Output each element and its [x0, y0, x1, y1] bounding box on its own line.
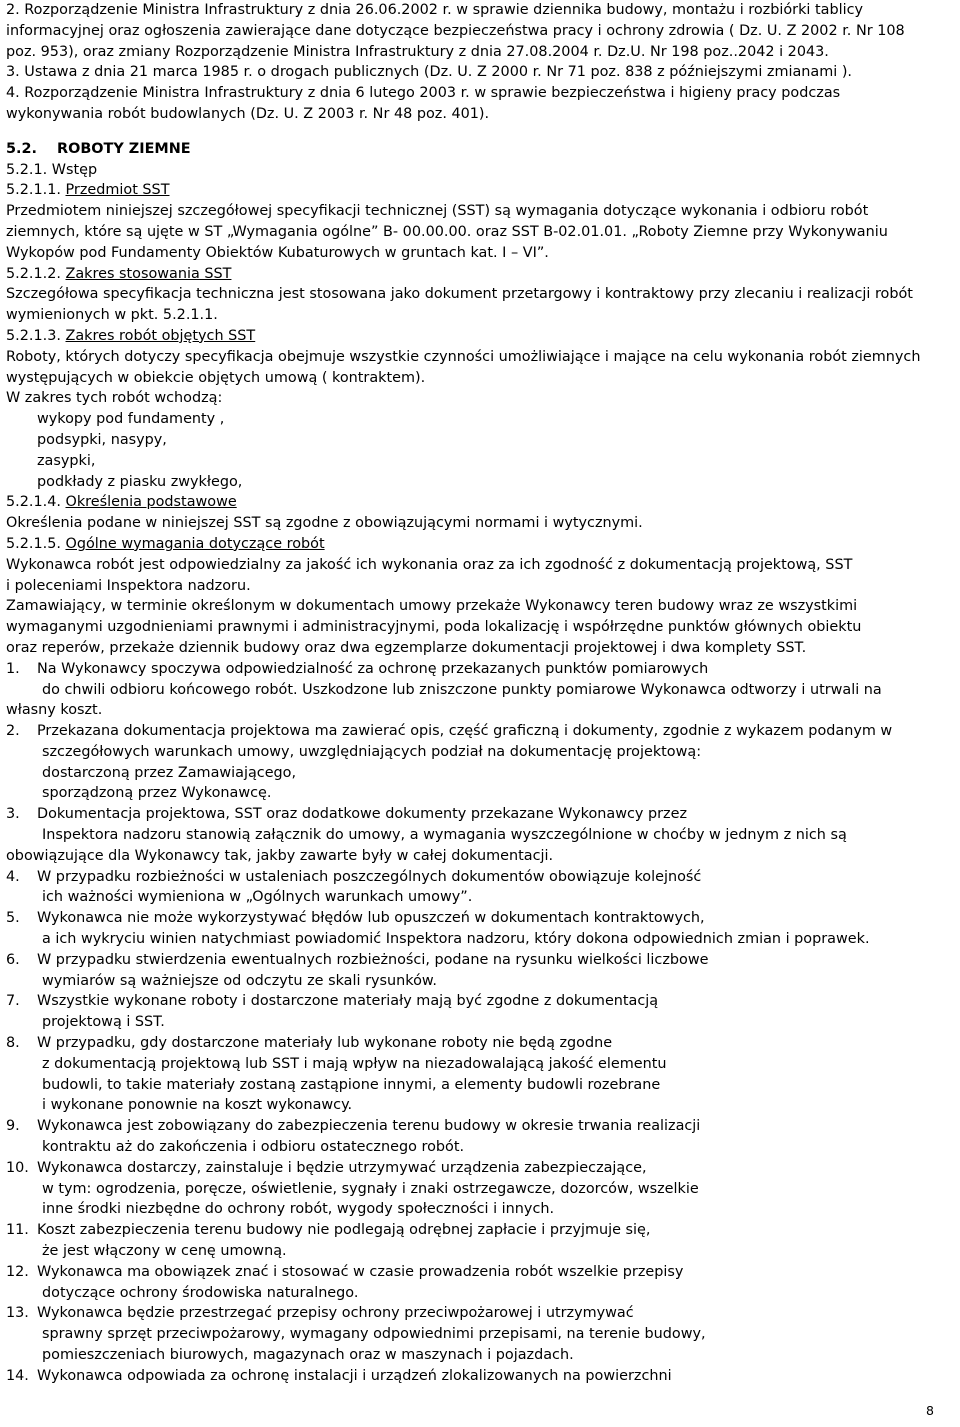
numbered-item-line	[6, 991, 954, 1012]
heading-title: Określenia podstawowe	[65, 494, 237, 511]
paragraph-line: Przedmiotem niniejszej szczegółowej specyfikacji technicznej (SST) są wymagania dotyczące wykonania i odbioru robót	[6, 203, 869, 220]
numbered-item	[6, 991, 954, 1033]
works-list	[6, 409, 954, 492]
numbered-item	[6, 659, 954, 721]
heading-number: 5.2.1.4.	[6, 494, 61, 511]
document-body	[6, 0, 954, 1387]
item-number: 8.	[6, 1035, 20, 1052]
numbered-item-line	[6, 1033, 954, 1054]
numbered-item-line	[6, 804, 954, 825]
numbered-list	[6, 659, 954, 1387]
item-text: W przypadku, gdy dostarczone materiały lub wykonane roboty nie będą zgodne	[37, 1035, 613, 1052]
numbered-item-line: wymiarów są ważniejsze od odczytu ze skali rysunków.	[42, 972, 437, 989]
item-number: 5.	[6, 910, 20, 927]
paragraph-line: Wykonawca robót jest odpowiedzialny za jakość ich wykonania oraz za ich zgodność z dokumentacją projektową, SST	[6, 556, 853, 573]
item-text: Wykonawca nie może wykorzystywać błędów lub opuszczeń w dokumentach kontraktowych,	[37, 910, 705, 927]
section-heading	[6, 139, 954, 160]
numbered-item-line	[6, 1262, 954, 1283]
numbered-item-line: budowli, to takie materiały zostaną zastąpione innymi, a elementy budowli rozebrane	[42, 1076, 661, 1093]
section-number: 5.2.	[6, 140, 37, 157]
numbered-item-line: szczegółowych warunkach umowy, uwzględniających podział na dokumentację projektową:	[42, 743, 702, 760]
general-heading	[6, 534, 954, 555]
heading-title: Zakres stosowania SST	[65, 265, 232, 282]
item-number: 2.	[6, 723, 20, 740]
paragraph-line: Szczegółowa specyfikacja techniczna jest stosowana jako dokument przetargowy i kontraktowy przy zlecaniu i realizacji robót	[6, 286, 913, 303]
item-text: Dokumentacja projektowa, SST oraz dodatkowe dokumenty przekazane Wykonawcy przez	[37, 806, 688, 823]
item-text: W przypadku rozbieżności w ustaleniach poszczególnych dokumentów obowiązuje kolejność	[37, 868, 702, 885]
paragraph-line: ziemnych, które są ujęte w ST „Wymagania ogólne” B- 00.00.00. oraz SST B-02.01.01. „Roboty Ziemne przy Wykonywaniu	[6, 223, 888, 240]
item-text: Wykonawca ma obowiązek znać i stosować w czasie prowadzenia robót wszelkie przepisy	[37, 1263, 684, 1280]
numbered-item	[6, 1033, 954, 1116]
heading-number: 5.2.1.5.	[6, 535, 61, 552]
reference-line: poz. 953), oraz zmiany Rozporządzenie Ministra Infrastruktury z dnia 27.08.2004 r. Dz.U. Nr 198 poz..2042 i 2043.	[6, 43, 829, 60]
numbered-item-line: dotyczące ochrony środowiska naturalnego.	[42, 1284, 359, 1301]
page-number: 8	[926, 1403, 934, 1418]
list-item: wykopy pod fundamenty ,	[37, 411, 225, 428]
item-number: 12.	[6, 1263, 29, 1280]
item-number: 1.	[6, 660, 20, 677]
numbered-item	[6, 721, 954, 804]
numbered-item	[6, 804, 954, 866]
numbered-item-line: a ich wykryciu winien natychmiast powiadomić Inspektora nadzoru, który dokona odpowiednich zmian i poprawek.	[42, 931, 870, 948]
numbered-item	[6, 1116, 954, 1158]
list-item: podkłady z piasku zwykłego,	[37, 473, 243, 490]
item-text: W przypadku stwierdzenia ewentualnych rozbieżności, podane na rysunku wielkości liczbowe	[37, 951, 709, 968]
section-title: ROBOTY ZIEMNE	[57, 140, 191, 157]
works-heading	[6, 326, 954, 347]
numbered-item-line	[6, 867, 954, 888]
heading-title: Ogólne wymagania dotyczące robót	[65, 535, 325, 552]
numbered-item	[6, 908, 954, 950]
definitions-heading	[6, 492, 954, 513]
paragraph-line: oraz reperów, przekaże dziennik budowy oraz dwa egzemplarze dokumentacji projektowej i dwa komplety SST.	[6, 639, 807, 656]
numbered-item	[6, 1303, 954, 1365]
numbered-item-line	[6, 950, 954, 971]
numbered-item-line: pomieszczeniach biurowych, magazynach oraz w maszynach i pojazdach.	[42, 1347, 574, 1363]
numbered-item	[6, 1158, 954, 1220]
heading-number: 5.2.1.2.	[6, 265, 61, 282]
heading-number: 5.2.1.1.	[6, 182, 61, 199]
item-text: Wykonawca dostarczy, zainstaluje i będzie utrzymywać urządzenia zabezpieczające,	[37, 1159, 647, 1176]
item-number: 13.	[6, 1305, 29, 1322]
paragraph-line: i poleceniami Inspektora nadzoru.	[6, 577, 251, 594]
paragraph-line: Roboty, których dotyczy specyfikacja obejmuje wszystkie czynności umożliwiające i mające na celu wykonania robót ziemnych	[6, 348, 921, 365]
item-number: 7.	[6, 993, 20, 1010]
numbered-item-line: że jest włączony w cenę umowną.	[42, 1243, 287, 1260]
numbered-item-line: Inspektora nadzoru stanowią załącznik do umowy, a wymagania wyszczególnione w choćby w jednym z nich są	[42, 827, 847, 844]
reference-line: wykonywania robót budowlanych (Dz. U. Z 2003 r. Nr 48 poz. 401).	[6, 105, 490, 122]
numbered-item-line: dostarczoną przez Zamawiającego,	[42, 764, 297, 781]
reference-line: 3. Ustawa z dnia 21 marca 1985 r. o drogach publicznych (Dz. U. Z 2000 r. Nr 71 poz. 838 z późniejszymi zmianami ).	[6, 64, 853, 81]
item-text: Na Wykonawcy spoczywa odpowiedzialność za ochronę przekazanych punktów pomiarowych	[37, 660, 709, 677]
numbered-item-line: obowiązujące dla Wykonawcy tak, jakby zawarte były w całej dokumentacji.	[6, 847, 554, 864]
numbered-item-line: sprawny sprzęt przeciwpożarowy, wymagany odpowiednimi przepisami, na terenie budowy,	[42, 1326, 706, 1343]
numbered-item-line: ich ważności wymieniona w „Ogólnych warunkach umowy”.	[42, 889, 473, 906]
reference-line: informacyjnej oraz ogłoszenia zawierające dane dotyczące bezpieczeństwa pracy i ochrony zdrowia ( Dz. U. Z 2002 r. Nr 108	[6, 22, 905, 39]
item-number: 14.	[6, 1367, 29, 1384]
paragraph-line: Określenia podane w niniejszej SST są zgodne z obowiązującymi normami i wytycznymi.	[6, 515, 643, 532]
numbered-item-line: projektową i SST.	[42, 1014, 165, 1031]
numbered-item-line	[6, 1303, 954, 1324]
numbered-item-line: do chwili odbioru końcowego robót. Uszkodzone lub zniszczone punkty pomiarowe Wykonawca odtworzy i utrwali na	[42, 681, 882, 698]
numbered-item-line: sporządzoną przez Wykonawcę.	[42, 785, 272, 802]
paragraph-line: Zamawiający, w terminie określonym w dokumentach umowy przekaże Wykonawcy teren budowy wraz ze wszystkimi	[6, 598, 858, 615]
numbered-item-line: w tym: ogrodzenia, poręcze, oświetlenie, sygnały i znaki ostrzegawcze, dozorców, wszelkie	[42, 1180, 699, 1197]
paragraph-line: Wykopów pod Fundamenty Obiektów Kubaturowych w gruntach kat. I – VI”.	[6, 244, 549, 261]
references-block	[6, 0, 954, 125]
numbered-item-line: z dokumentacją projektową lub SST i mają wpływ na niezadowalającą jakość elementu	[42, 1055, 667, 1072]
heading-number: 5.2.1.3.	[6, 327, 61, 344]
numbered-item-line: i wykonane ponownie na koszt wykonawcy.	[42, 1097, 353, 1114]
item-text: Wszystkie wykonane roboty i dostarczone materiały mają być zgodne z dokumentacją	[37, 993, 659, 1010]
numbered-item-line	[6, 1116, 954, 1137]
numbered-item-line	[6, 1158, 954, 1179]
numbered-item-line	[6, 1220, 954, 1241]
numbered-item-line: inne środki niezbędne do ochrony robót, wygody społeczności i innych.	[42, 1201, 555, 1218]
item-number: 11.	[6, 1222, 29, 1239]
subsection-heading: 5.2.1. Wstęp	[6, 161, 98, 178]
heading-title: Przedmiot SST	[65, 182, 170, 199]
numbered-item	[6, 950, 954, 992]
paragraph-line: W zakres tych robót wchodzą:	[6, 390, 223, 407]
item-number: 6.	[6, 951, 20, 968]
item-text: Wykonawca będzie przestrzegać przepisy ochrony przeciwpożarowej i utrzymywać	[37, 1305, 634, 1322]
numbered-item-line	[6, 659, 954, 680]
item-number: 9.	[6, 1118, 20, 1135]
reference-line: 4. Rozporządzenie Ministra Infrastruktury z dnia 6 lutego 2003 r. w sprawie bezpieczeństwa i higieny pracy podczas	[6, 85, 841, 102]
numbered-item-line	[6, 1366, 954, 1387]
item-number: 3.	[6, 806, 20, 823]
item-text: Koszt zabezpieczenia terenu budowy nie podlegają odrębnej zapłacie i przyjmuje się,	[37, 1222, 651, 1239]
reference-line: 2. Rozporządzenie Ministra Infrastruktury z dnia 26.06.2002 r. w sprawie dziennika budowy, montażu i rozbiórki tablicy	[6, 2, 863, 18]
list-item: zasypki,	[37, 452, 96, 469]
numbered-item	[6, 1220, 954, 1262]
numbered-item-line	[6, 908, 954, 929]
scope-heading	[6, 180, 954, 201]
item-text: Wykonawca odpowiada za ochronę instalacji i urządzeń zlokalizowanych na powierzchni	[37, 1367, 672, 1384]
item-number: 10.	[6, 1159, 29, 1176]
numbered-item	[6, 1366, 954, 1387]
paragraph-line: wymaganymi uzgodnieniami prawnymi i administracyjnymi, poda lokalizację i współrzędne punktów głównych obiektu	[6, 619, 862, 636]
numbered-item-line	[6, 721, 954, 742]
list-item: podsypki, nasypy,	[37, 431, 167, 448]
numbered-item	[6, 867, 954, 909]
item-text: Wykonawca jest zobowiązany do zabezpieczenia terenu budowy w okresie trwania realizacji	[37, 1118, 701, 1135]
numbered-item-line: kontraktu aż do zakończenia i odbioru ostatecznego robót.	[42, 1139, 465, 1156]
paragraph-line: wymienionych w pkt. 5.2.1.1.	[6, 307, 218, 324]
numbered-item	[6, 1262, 954, 1304]
numbered-item-line: własny koszt.	[6, 702, 103, 719]
heading-title: Zakres robót objętych SST	[65, 327, 256, 344]
item-text: Przekazana dokumentacja projektowa ma zawierać opis, część graficzną i dokumenty, zgodnie z wykazem podanym w	[37, 723, 893, 740]
application-heading	[6, 264, 954, 285]
item-number: 4.	[6, 868, 20, 885]
paragraph-line: występujących w obiekcie objętych umową ( kontraktem).	[6, 369, 426, 386]
